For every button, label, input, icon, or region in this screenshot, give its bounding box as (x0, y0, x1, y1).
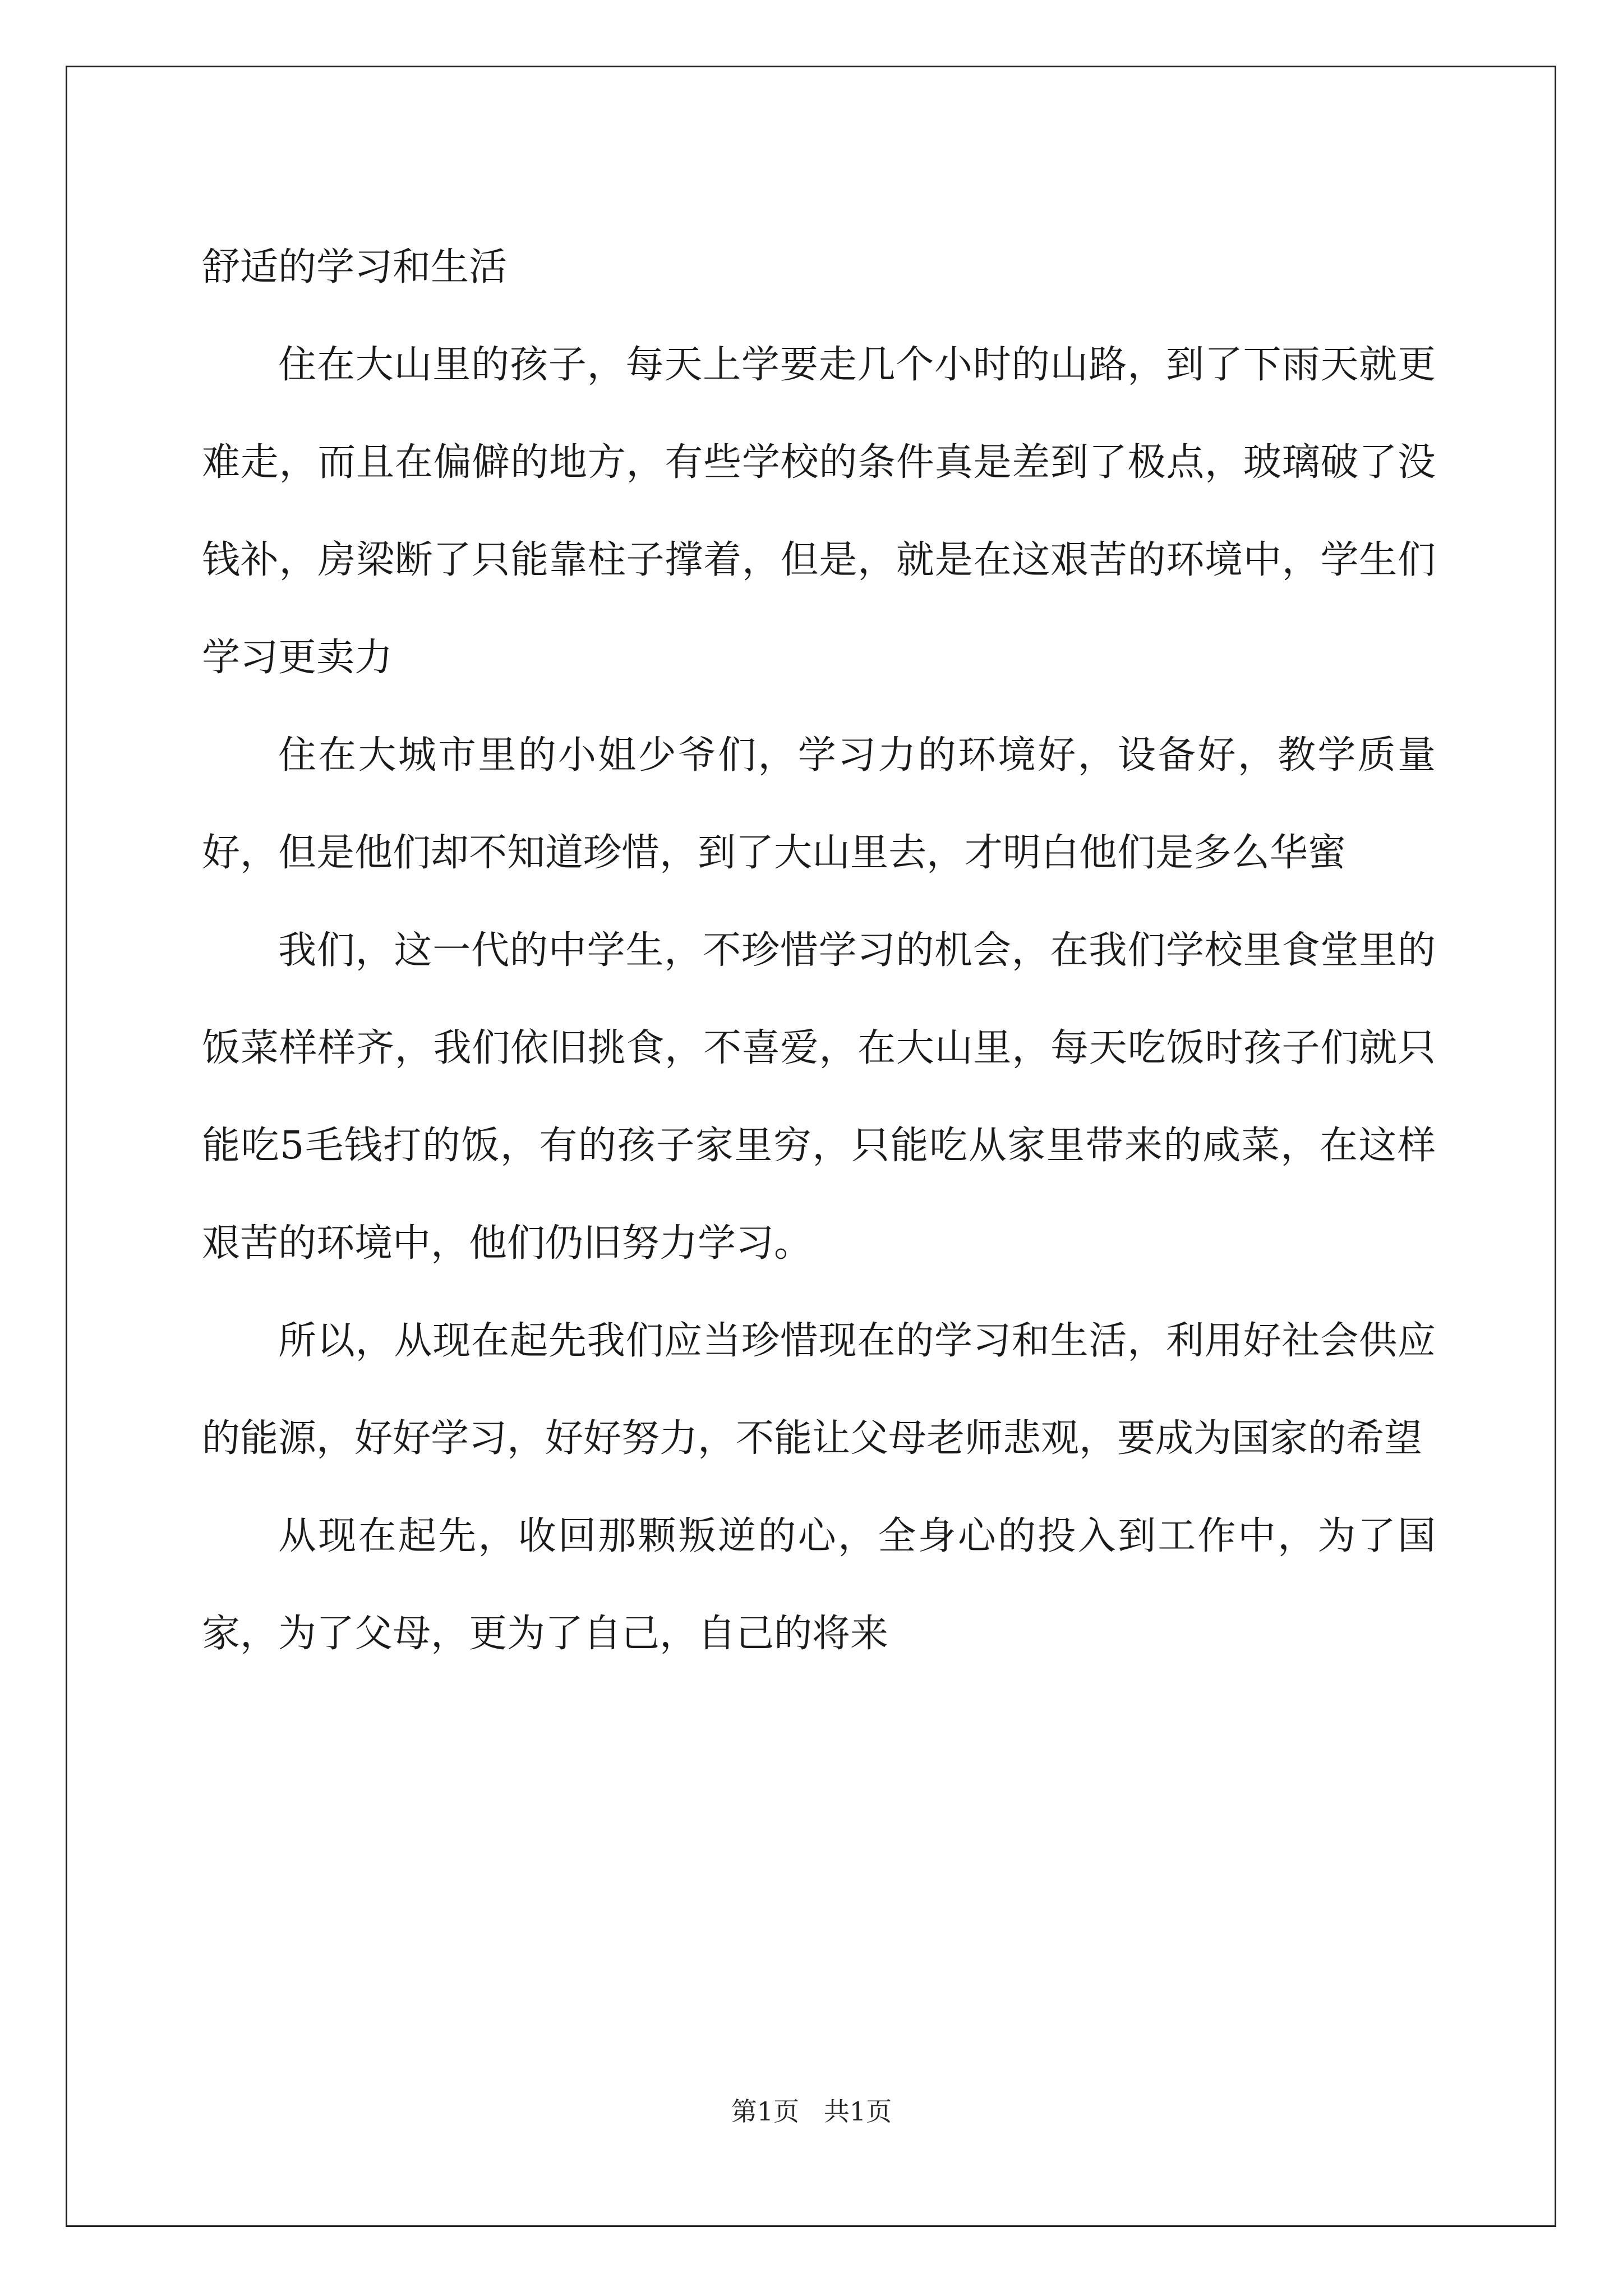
page-footer: 第1页 共1页 (731, 2096, 892, 2127)
paragraph-5: 从现在起先，收回那颗叛逆的心，全身心的投入到工作中，为了国家，为了父母，更为了自己，自己的将来 (202, 1514, 1436, 1656)
paragraph-3: 我们，这一代的中学生，不珍惜学习的机会，在我们学校里食堂里的饭菜样样齐，我们依旧挑食，不喜爱，在大山里，每天吃饭时孩子们就只能吃5毛钱打的饭，有的孩子家里穷，只能吃从家里带来的咸菜，在这样艰苦的环境中，他们仍旧努力学习。 (202, 928, 1436, 1266)
document-body (202, 219, 1436, 1683)
document-title: 舒适的学习和生活 (202, 245, 508, 289)
paragraph-2: 住在大城市里的小姐少爷们，学习力的环境好，设备好，教学质量好，但是他们却不知道珍惜，到了大山里去，才明白他们是多么华蜜 (202, 733, 1436, 875)
paragraph-1: 住在大山里的孩子，每天上学要走几个小时的山路，到了下雨天就更难走，而且在偏僻的地方，有些学校的条件真是差到了极点，玻璃破了没钱补，房梁断了只能靠柱子撑着，但是，就是在这艰苦的环境中，学生们学习更卖力 (202, 343, 1436, 680)
paragraph-4: 所以，从现在起先我们应当珍惜现在的学习和生活，利用好社会供应的能源，好好学习，好好努力，不能让父母老师悲观，要成为国家的希望 (202, 1319, 1436, 1461)
